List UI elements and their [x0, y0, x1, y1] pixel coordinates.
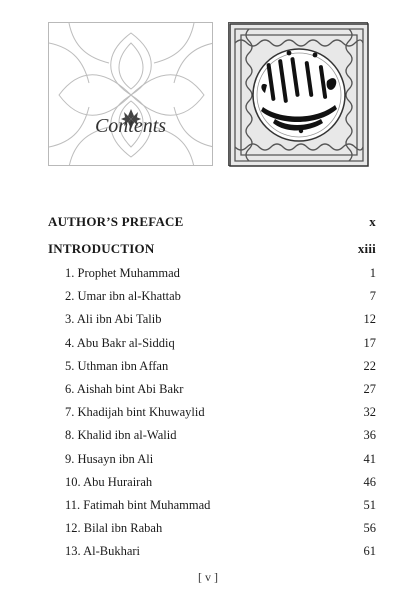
chapter-number: 10.: [65, 474, 81, 489]
contents-header-ornament: [48, 22, 213, 166]
chapter-page: 41: [363, 451, 376, 466]
chapter-number: 9.: [65, 451, 75, 466]
toc-entry-title: INTRODUCTION: [48, 241, 155, 256]
toc-chapter[interactable]: [48, 401, 376, 424]
chapter-title: Uthman ibn Affan: [77, 358, 169, 373]
chapter-page: 12: [363, 312, 376, 327]
chapter-number: 1.: [65, 266, 75, 280]
chapter-page: 46: [363, 474, 376, 489]
chapter-number: 2.: [65, 289, 75, 304]
chapter-title: Khalid ibn al-Walid: [77, 428, 177, 443]
page-title: Contents: [94, 115, 167, 137]
chapter-number: 13.: [65, 544, 81, 559]
toc-entry-authors-preface[interactable]: [48, 208, 376, 235]
chapter-title: Bilal ibn Rabah: [83, 521, 163, 536]
toc-chapter[interactable]: [48, 285, 376, 308]
arabic-calligraphy-icon: [229, 23, 369, 167]
chapter-number: 5.: [65, 358, 75, 373]
chapter-page: 51: [363, 497, 376, 512]
chapter-title: Prophet Muhammad: [77, 266, 180, 280]
toc-chapter[interactable]: [48, 378, 376, 401]
toc-chapter[interactable]: [48, 308, 376, 331]
chapter-page: 27: [363, 381, 376, 396]
chapter-title: Al-Bukhari: [83, 544, 140, 559]
toc-chapter[interactable]: [48, 471, 376, 494]
chapter-title: Ali ibn Abi Talib: [76, 312, 162, 327]
chapter-title: Khadijah bint Khuwaylid: [77, 405, 205, 420]
chapter-page: 1: [369, 266, 376, 280]
chapter-page: 7: [369, 289, 376, 304]
table-of-contents: [48, 208, 376, 563]
floral-ornament-icon: [49, 23, 213, 166]
toc-entry-page: x: [369, 214, 376, 229]
toc-chapter[interactable]: [48, 262, 376, 285]
toc-entry-page: xiii: [357, 241, 376, 256]
chapter-page: 22: [363, 358, 376, 373]
chapter-number: 12.: [65, 521, 81, 536]
chapter-number: 3.: [65, 312, 75, 327]
toc-chapter[interactable]: [48, 494, 376, 517]
chapter-number: 11.: [65, 497, 81, 512]
chapter-page: 36: [363, 428, 376, 443]
calligraphy-emblem: [228, 22, 368, 166]
toc-entry-title: AUTHOR’S PREFACE: [48, 214, 184, 229]
toc-entry-introduction[interactable]: [48, 235, 376, 262]
toc-chapter[interactable]: [48, 540, 376, 563]
toc-chapter[interactable]: [48, 424, 376, 447]
page-number-footer: [ v ]: [198, 570, 218, 584]
chapter-page: 61: [363, 544, 376, 559]
chapter-title: Abu Bakr al-Siddiq: [76, 335, 175, 350]
toc-chapter[interactable]: [48, 332, 376, 355]
chapter-page: 32: [363, 405, 376, 420]
chapter-title: Fatimah bint Muhammad: [83, 497, 211, 512]
chapter-title: Umar ibn al-Khattab: [77, 289, 181, 304]
chapter-title: Abu Hurairah: [83, 474, 153, 489]
toc-chapter[interactable]: [48, 517, 376, 540]
chapter-number: 8.: [65, 428, 75, 443]
toc-chapter[interactable]: [48, 355, 376, 378]
chapter-title: Aishah bint Abi Bakr: [76, 381, 184, 396]
chapter-title: Husayn ibn Ali: [77, 451, 154, 466]
chapter-number: 6.: [65, 381, 75, 396]
chapter-page: 56: [363, 521, 376, 536]
toc-chapter[interactable]: [48, 448, 376, 471]
chapter-number: 7.: [65, 405, 75, 420]
chapter-number: 4.: [65, 335, 75, 350]
chapter-page: 17: [363, 335, 376, 350]
